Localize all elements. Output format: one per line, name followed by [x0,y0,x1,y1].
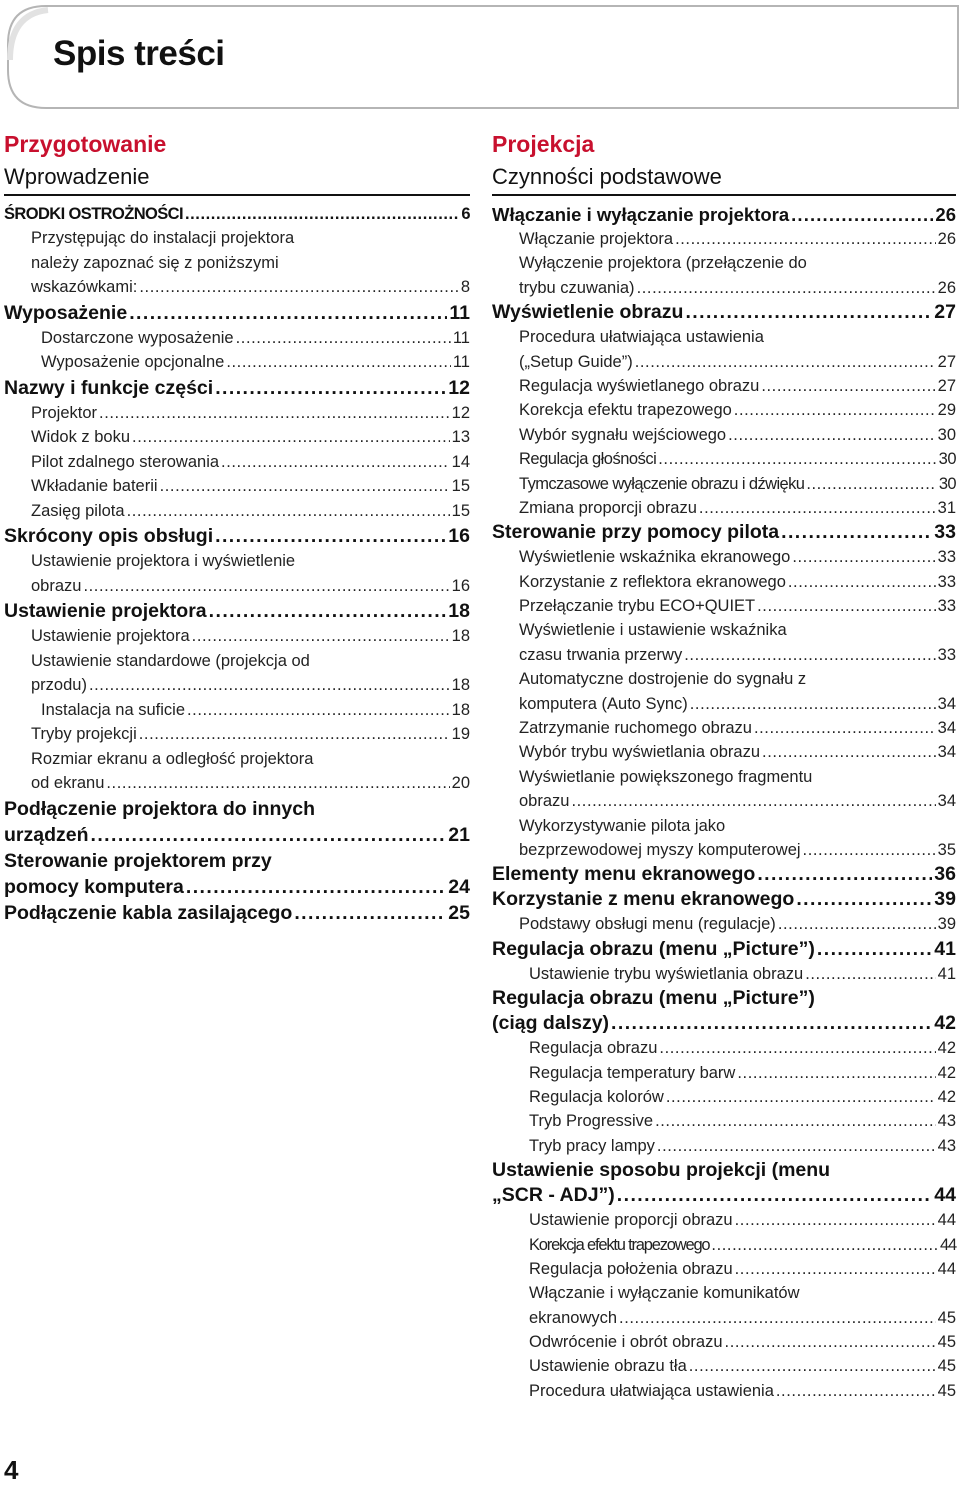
toc-entry-page: 26 [935,204,956,225]
toc-entry[interactable] [492,962,956,986]
toc-entry[interactable] [492,740,956,764]
toc-entry[interactable] [4,722,470,747]
toc-entry-line[interactable]: Wykorzystywanie pilota jako [519,816,726,835]
leader-dots [699,496,936,520]
toc-entry-line[interactable]: Regulacja obrazu (menu „Picture”) [492,987,815,1010]
toc-entry-page: 44 [934,1184,956,1207]
toc-entry[interactable] [492,643,956,667]
leader-dots [635,350,936,374]
toc-entry-page: 44 [940,1235,956,1254]
toc-entry-label: Odwrócenie i obrót obrazu [529,1333,723,1352]
toc-entry-page: 19 [451,725,470,743]
toc-entry-page: 13 [451,428,470,446]
leader-dots [778,912,936,936]
toc-entry[interactable] [492,300,956,325]
toc-entry-page: 18 [451,676,470,694]
toc-entry-page: 45 [937,1357,956,1376]
leader-dots [817,937,932,962]
toc-entry-label: Wyświetlenie obrazu [492,301,684,324]
toc-entry-label: Wyposażenie opcjonalne [41,353,225,371]
toc-entry-label: Sterowanie przy pomocy pilota [492,521,780,544]
toc-entry-line[interactable]: Wyświetlenie i ustawienie wskaźnika [519,621,787,640]
toc-entry[interactable] [492,789,956,813]
toc-entry-label: „SCR - ADJ”) [492,1184,615,1207]
toc-entry[interactable] [492,276,956,300]
toc-entry-label: Nazwy i funkcje części [4,376,214,399]
toc-entry-label: Przełączanie trybu ECO+QUIET [519,597,756,616]
toc-entry-line[interactable]: Włączanie i wyłączanie komunikatów [529,1284,800,1303]
toc-entry[interactable] [492,227,956,251]
toc-entry-page: 25 [448,901,470,924]
toc-entry-line[interactable]: Przystępując do instalacji projektora [31,229,295,247]
leader-dots [187,698,450,723]
leader-dots [160,474,450,499]
leader-dots [132,425,450,450]
toc-entry-page: 36 [934,863,956,886]
leader-dots [617,1183,933,1208]
toc-entry-line[interactable]: Ustawienie sposobu projekcji (menu [492,1159,831,1182]
toc-entry[interactable] [492,350,956,374]
toc-entry[interactable] [492,862,956,887]
toc-entry-label: Instalacja na suficie [41,700,185,719]
leader-dots [106,771,449,796]
leader-dots [571,789,935,813]
toc-entry[interactable] [4,673,470,698]
toc-entry[interactable] [4,202,470,226]
toc-entry-line[interactable]: należy zapoznać się z poniższymi [31,253,279,272]
toc-entry-page: 15 [451,501,470,520]
toc-entry-page: 33 [937,548,956,567]
toc-entry-page: 43 [937,1112,956,1131]
toc-entry-page: 18 [451,700,470,719]
section-title: Projekcja [492,131,595,157]
toc-entry[interactable] [4,822,470,848]
toc-entry-label: Tryb pracy lampy [529,1136,655,1155]
toc-entry[interactable] [492,692,956,716]
toc-entry[interactable] [492,1257,956,1281]
leader-dots [619,1306,936,1330]
toc-entry-page: 33 [937,572,956,591]
toc-entry[interactable] [492,423,956,447]
leader-dots [655,1109,936,1133]
toc-entry-label: Włączanie projektora [519,230,674,248]
toc-entry-page: 33 [937,645,956,664]
toc-entry-page: 21 [448,823,470,846]
toc-entry-label: komputera (Auto Sync) [519,694,688,713]
toc-entry-page: 8 [460,278,470,296]
toc-entry-label: Ustawienie obrazu tła [529,1357,687,1376]
toc-entry[interactable] [492,1208,956,1232]
toc-entry-label: wskazówkami: [31,278,138,296]
toc-entry[interactable] [492,1134,956,1158]
toc-entry-page: 18 [448,600,470,622]
leader-dots [806,472,937,496]
leader-dots [791,202,933,227]
toc-entry-label: Zasięg pilota [31,501,125,520]
toc-entry-label: od ekranu [31,774,105,792]
toc-entry-page: 27 [934,301,956,324]
toc-entry-page: 42 [934,1012,956,1035]
toc-entry[interactable] [492,545,956,569]
leader-dots [215,375,446,401]
toc-entry-label: czasu trwania przerwy [519,645,683,664]
toc-entry[interactable] [492,1354,956,1378]
leader-dots [294,900,446,926]
leader-dots [757,862,932,887]
toc-entry[interactable] [492,1183,956,1208]
toc-entry[interactable] [4,450,470,475]
toc-entry-page: 30 [938,450,956,469]
leader-dots [637,276,936,300]
subsection-title: Czynności podstawowe [492,160,956,196]
toc-entry-line[interactable]: Wyłączenie projektora (przełączenie do [519,254,807,273]
toc-entry-label: Podłączenie kabla zasilającego [4,901,293,924]
toc-entry-page: 34 [937,719,956,738]
toc-entry-page: 33 [937,597,956,616]
toc-entry-label: Tryby projekcji [31,725,137,743]
toc-entry-label: ekranowych [529,1308,618,1327]
toc-entry-page: 42 [937,1039,956,1058]
leader-dots [796,887,932,912]
page-number: 4 [4,1455,19,1485]
toc-entry[interactable] [4,350,470,375]
toc-entry-page: 14 [451,452,470,471]
toc-entry-label: („Setup Guide”) [519,352,633,371]
toc-entry-label: Ustawienie trybu wyświetlania obrazu [529,964,804,983]
toc-entry[interactable] [492,1379,956,1403]
toc-entry[interactable] [492,374,956,398]
toc-entry[interactable] [492,1306,956,1330]
leader-dots [754,716,936,740]
toc-entry-label: Zatrzymanie ruchomego obrazu [519,719,752,738]
toc-entry[interactable] [492,496,956,520]
leader-dots [221,450,450,475]
toc-entry-page: 27 [937,352,956,371]
leader-dots [685,300,932,325]
leader-dots [657,1134,936,1158]
leader-dots [129,300,447,326]
toc-entry-page: 34 [937,694,956,713]
toc-entry[interactable] [4,900,470,926]
toc-entry-label: Dostarczone wyposażenie [41,328,234,347]
leader-dots [89,673,450,698]
toc-entry-page: 6 [461,205,470,223]
toc-entry-label: Wybór trybu wyświetlania obrazu [519,743,761,762]
leader-dots [666,1085,936,1109]
toc-entry-page: 33 [934,521,956,544]
toc-entry-page: 20 [451,774,470,792]
leader-dots [192,624,450,649]
leader-dots [728,423,936,447]
toc-entry-label: ŚRODKI OSTROŻNOŚCI [4,205,183,223]
toc-entry-label: Podstawy obsługi menu (regulacje) [519,915,776,934]
toc-entry-line[interactable]: Rozmiar ekranu a odległość projektora [31,749,314,768]
leader-dots [91,822,447,848]
toc-entry[interactable] [492,1233,956,1257]
toc-entry[interactable] [4,698,470,723]
toc-entry-label: Tryb Progressive [529,1112,654,1131]
leader-dots [788,570,936,594]
toc-entry[interactable] [4,499,470,524]
toc-entry-page: 29 [937,401,956,420]
toc-entry[interactable] [492,594,956,618]
leader-dots [99,401,450,426]
toc-entry-label: pomocy komputera [4,875,184,898]
toc-entry-label: (ciąg dalszy) [492,1012,610,1035]
leader-dots [659,1036,935,1060]
leader-dots [690,692,936,716]
leader-dots [792,545,935,569]
toc-entry-page: 42 [937,1063,956,1082]
toc-entry-page: 41 [934,937,956,960]
toc-entry-page: 39 [937,915,956,934]
leader-dots [658,447,936,471]
leader-dots [689,1354,936,1378]
leader-dots [734,398,936,422]
toc-entry-label: Regulacja obrazu [529,1039,658,1058]
toc-entry-line[interactable]: Sterowanie projektorem przy [4,849,272,872]
leader-dots [803,838,936,862]
toc-entry-page: 11 [452,353,470,371]
leader-dots [139,275,458,300]
toc-entry-label: Regulacja kolorów [529,1087,664,1106]
toc-entry[interactable] [492,447,956,471]
toc-entry-label: Wybór sygnału wejściowego [519,425,727,444]
toc-entry-line[interactable]: Ustawienie projektora i wyświetlenie [31,552,296,570]
page-title: Spis treści [53,34,225,73]
toc-entry-page: 35 [937,840,956,859]
toc-entry[interactable] [492,1061,956,1085]
toc-entry[interactable] [4,300,470,326]
toc-entry-page: 45 [937,1381,956,1400]
toc-entry[interactable] [492,398,956,422]
toc-entry[interactable] [4,523,470,549]
toc-entry-line[interactable]: Ustawienie standardowe (projekcja od [31,651,310,670]
toc-entry-label: Ustawienie projektora [31,627,190,645]
leader-dots [127,499,450,524]
toc-entry[interactable] [492,1036,956,1060]
toc-entry-page: 11 [449,301,470,324]
toc-entry-label: Wkładanie baterii [31,477,158,495]
toc-entry-page: 12 [451,403,470,422]
toc-entry-page: 15 [451,477,470,495]
leader-dots [226,350,451,375]
toc-entry[interactable] [492,1085,956,1109]
toc-entry-label: Korzystanie z reflektora ekranowego [519,572,786,591]
toc-entry-page: 43 [937,1136,956,1155]
toc-entry[interactable] [4,401,470,426]
toc-entry-page: 16 [448,525,470,547]
toc-entry-label: Regulacja wyświetlanego obrazu [519,376,760,395]
toc-entry[interactable] [4,874,470,900]
leader-dots [735,1257,936,1281]
toc-entry-page: 24 [448,875,470,898]
page-header [0,0,960,112]
toc-entry[interactable] [4,598,470,624]
toc-entry[interactable] [492,887,956,912]
toc-entry-label: Skrócony opis obsługi [4,525,214,547]
toc-entry-page: 30 [938,474,956,493]
toc-entry-page: 41 [937,964,956,983]
toc-entry[interactable] [492,520,956,545]
toc-entry-label: Ustawienie projektora [4,600,207,622]
leader-dots [725,1330,936,1354]
leader-dots [684,643,935,667]
toc-entry-page: 12 [448,376,470,399]
leader-dots [83,574,449,599]
toc-entry-label: Korekcja efektu trapezowego [529,1235,710,1254]
section-title: Przygotowanie [4,131,167,157]
toc-entry[interactable] [4,574,470,599]
toc-entry-label: Korzystanie z menu ekranowego [492,888,795,911]
toc-column-left [4,128,470,926]
toc-entry-label: Regulacja położenia obrazu [529,1259,733,1278]
leader-dots [711,1233,938,1257]
toc-entry-page: 45 [937,1308,956,1327]
leader-dots [737,1061,935,1085]
toc-entry-label: Korekcja efektu trapezowego [519,401,732,420]
toc-entry-label: obrazu [31,576,82,595]
toc-entry-label: Wyposażenie [4,301,128,324]
toc-entry-page: 30 [937,425,956,444]
toc-entry[interactable] [492,912,956,936]
toc-entry[interactable] [4,425,470,450]
toc-entry-page: 11 [452,328,470,347]
toc-entry[interactable] [492,716,956,740]
toc-entry-label: Regulacja głośności [519,450,657,469]
toc-entry-page: 42 [937,1087,956,1106]
leader-dots [781,520,932,545]
toc-entry-label: Widok z boku [31,428,131,446]
toc-entry[interactable] [4,474,470,499]
toc-entry[interactable] [492,570,956,594]
toc-entry[interactable] [492,937,956,962]
toc-entry[interactable] [492,838,956,862]
toc-entry-label: obrazu [519,792,570,811]
toc-entry[interactable] [492,202,956,227]
leader-dots [757,594,936,618]
toc-entry-label: Zmiana proporcji obrazu [519,498,697,517]
toc-entry-page: 31 [937,498,956,517]
toc-entry-page: 34 [937,743,956,762]
toc-entry-page: 26 [937,230,956,248]
leader-dots [185,202,459,226]
leader-dots [139,722,450,747]
toc-entry-label: bezprzewodowej myszy komputerowej [519,840,801,859]
toc-entry-page: 16 [451,576,470,595]
toc-entry-label: Regulacja temperatury barw [529,1063,736,1082]
toc-entry-label: Regulacja obrazu (menu „Picture”) [492,937,815,960]
toc-entry-line[interactable]: Procedura ułatwiająca ustawienia [519,328,764,347]
toc-entry-label: Pilot zdalnego sterowania [31,452,220,471]
toc-entry-label: Elementy menu ekranowego [492,863,756,886]
toc-entry-page: 34 [937,792,956,811]
toc-entry-label: urządzeń [4,823,89,846]
toc-entry[interactable] [4,326,470,351]
toc-entry-page: 45 [937,1333,956,1352]
toc-column-right [492,128,956,1403]
toc-entry-label: Włączanie i wyłączanie projektora [492,204,790,225]
leader-dots [209,598,447,624]
toc-entry-page: 44 [937,1211,956,1230]
toc-entry[interactable] [4,771,470,796]
toc-entry-label: Wyświetlenie wskaźnika ekranowego [519,548,791,567]
toc-entry[interactable] [492,1109,956,1133]
leader-dots [776,1379,936,1403]
leader-dots [215,523,446,549]
toc-entry-page: 39 [934,888,956,911]
leader-dots [186,874,446,900]
toc-entry-label: przodu) [31,676,87,694]
toc-entry[interactable] [492,472,956,496]
leader-dots [675,227,936,251]
toc-entry-page: 26 [937,278,956,297]
toc-entry-page: 18 [451,627,470,645]
toc-entry[interactable] [4,375,470,401]
leader-dots [762,740,936,764]
leader-dots [805,962,935,986]
toc-entry-label: Projektor [31,403,98,422]
toc-entry-line[interactable]: Automatyczne dostrojenie do sygnału z [519,670,807,689]
toc-entry-page: 44 [937,1259,956,1278]
toc-entry[interactable] [492,1330,956,1354]
toc-entry-line[interactable]: Wyświetlanie powiększonego fragmentu [519,767,813,786]
toc-entry-label: trybu czuwania) [519,278,635,297]
leader-dots [735,1208,936,1232]
toc-entry-label: Ustawienie proporcji obrazu [529,1211,733,1230]
toc-entry[interactable] [4,624,470,649]
leader-dots [761,374,935,398]
toc-entry-label: Tymczasowe wyłączenie obrazu i dźwięku [519,474,805,493]
leader-dots [236,326,451,351]
toc-entry-page: 27 [937,376,956,395]
toc-entry-label: Procedura ułatwiająca ustawienia [529,1381,774,1400]
subsection-title: Wprowadzenie [4,160,470,196]
leader-dots [611,1011,932,1036]
toc-entry[interactable] [492,1011,956,1036]
toc-entry[interactable] [4,275,470,300]
toc-entry-line[interactable]: Podłączenie projektora do innych [4,797,315,820]
